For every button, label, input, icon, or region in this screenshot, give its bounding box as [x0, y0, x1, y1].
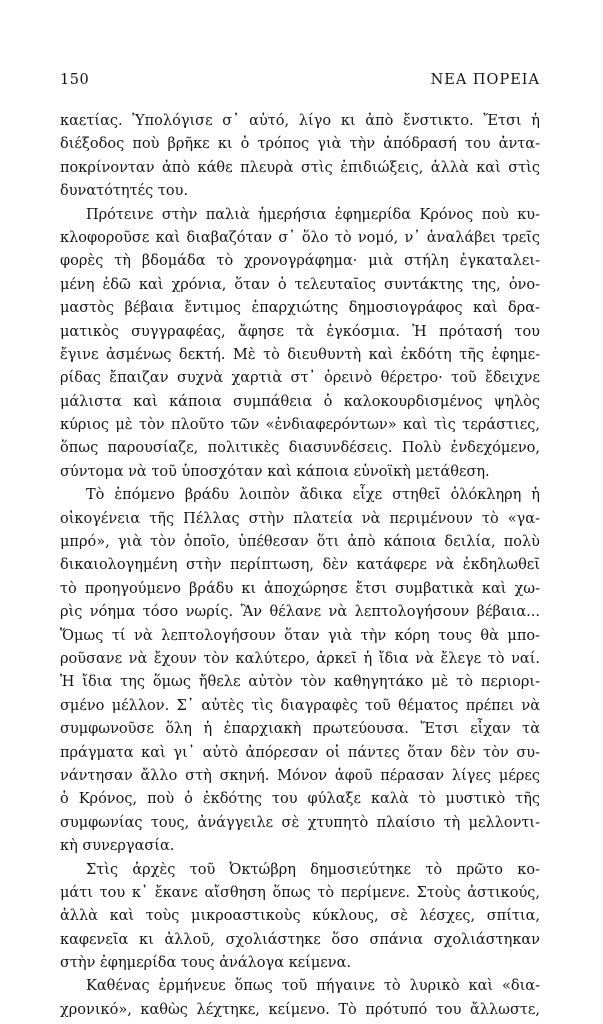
text-line: ματικὸς συγγραφέας, ἄφησε τὰ ἐγκόσμια. Ἡ πρότασή του: [60, 323, 540, 340]
page-number: 150: [60, 72, 90, 88]
text-line: συμφωνοῦσε ὅλη ἡ ἐπαρχιακὴ πρωτεύουσα. Ἔτσι εἶχαν τὰ: [60, 721, 540, 738]
text-line: Καθένας ἑρμήνευε ὅπως τοῦ πήγαινε τὸ λυρικὸ καὶ «δια-: [86, 978, 540, 995]
text-line: οἰκογένεια τῆς Πέλλας στὴν πλατεία νὰ περιμένουν τὸ «γα-: [60, 510, 540, 527]
text-line: συμφωνίας τους, ἀνάγγειλε σὲ χτυπητὸ πλαίσιο τὴ μελλοντι-: [60, 814, 540, 831]
text-line: μάλιστα καὶ κάποια συμπάθεια ὁ καλοκουρδισμένος ψηλὸς: [60, 393, 540, 410]
text-line: φορὲς τὴ βδομάδα τὸ χρονογράφημα· μιὰ στήλη ἐγκαταλει-: [60, 253, 540, 270]
text-line: μένη ἐδῶ καὶ χρόνια, ὅταν ὁ τελευταῖος συντάκτης της, ὀνο-: [60, 276, 540, 293]
text-line: Τὸ ἑπόμενο βράδυ λοιπὸν ἄδικα εἶχε στηθεῖ ὁλόκληρη ἡ: [86, 487, 540, 504]
text-line: τὸ προηγούμενο βράδυ κι ἀποχώρησε ἔτσι συμβατικὰ καὶ χω-: [60, 580, 540, 597]
text-line: διέξοδος ποὺ βρῆκε κι ὁ τρόπος γιὰ τὴν ἀπόδρασή του ἀντα-: [60, 136, 540, 153]
text-line: νάντησαν ἄλλο στὴ σκηνή. Μόνον ἀφοῦ πέρασαν λίγες μέρες: [60, 767, 540, 784]
text-line: κὴ συνεργασία.: [60, 838, 175, 855]
text-line: ρίδας ἔπαιζαν συχνὰ χαρτιὰ στ᾽ ὀρεινὸ θέρετρο· τοῦ ἔδειχνε: [60, 370, 540, 387]
text-line: καετίας. Ὑπολόγισε σ᾽ αὐτό, λίγο κι ἀπὸ ἔνστικτο. Ἔτσι ἡ: [60, 113, 540, 129]
text-line: δυνατότητές του.: [60, 183, 189, 200]
text-line: ἔγινε ἀσμένως δεκτή. Μὲ τὸ διευθυντὴ καὶ ἐκδότη τῆς ἐφημε-: [60, 346, 540, 363]
text-line: ποκρίνονταν ἀπὸ κάθε πλευρὰ στὶς ἐπιδιώξεις, ἀλλὰ καὶ στὶς: [60, 159, 540, 176]
text-line: στὴν ἐφημερίδα τους ἀνάλογα κείμενα.: [60, 955, 352, 972]
text-line: ρὶς νόημα τόσο νωρίς. Ἂν θέλανε νὰ λεπτολογήσουν βέβαια...: [60, 604, 540, 621]
running-title: ΝΕΑ ΠΟΡΕΙΑ: [430, 72, 540, 88]
text-line: σύντομα νὰ τοῦ ὑποσχόταν καὶ κάποια εὐνοϊκὴ μετάθεση.: [60, 463, 490, 480]
text-line: χρονικό», καθὼς λέχτηκε, κείμενο. Τὸ πρότυπό του ἄλλωστε,: [60, 1001, 540, 1018]
body-text: [60, 110, 540, 1022]
text-line: δικαιολογημένη στὴν περίπτωση, δὲν κατάφερε νὰ ἐκδηλωθεῖ: [60, 557, 540, 574]
text-line: καφενεῖα κι ἀλλοῦ, σχολιάστηκε ὅσο σπάνια σχολιάστηκαν: [60, 931, 540, 948]
text-line: σμένο μέλλον. Σ᾽ αὐτὲς τὶς διαγραφὲς τοῦ θέματος πρέπει νὰ: [60, 697, 540, 714]
text-line: μάτι του κ᾽ ἔκανε αἴσθηση ὅπως τὸ περίμενε. Στοὺς ἀστικούς,: [60, 884, 540, 901]
text-line: Στὶς ἀρχὲς τοῦ Ὀκτώβρη δημοσιεύτηκε τὸ πρῶτο κο-: [86, 861, 540, 878]
text-line: Ὅμως τί νὰ λεπτολογήσουν ὅταν γιὰ τὴν κόρη τους θὰ μπο-: [60, 627, 540, 644]
text-line: ὅπως παρουσίαζε, πολιτικὲς διασυνδέσεις. Πολὺ ἐνδεχόμενο,: [60, 440, 540, 457]
text-line: μπρό», γιὰ τὸν ὁποῖο, ὑπέθεσαν ὅτι ἀπὸ κάποια δειλία, πολὺ: [60, 534, 540, 551]
page-header: [60, 72, 540, 94]
text-line: ροῦσανε νὰ ἔχουν τὸν καλύτερο, ἀρκεῖ ἡ ἴδια νὰ ἔλεγε τὸ ναί.: [60, 650, 540, 667]
text-line: Πρότεινε στὴν παλιὰ ἡμερήσια ἐφημερίδα Κρόνος ποὺ κυ-: [86, 206, 540, 223]
text-line: μαστὸς βέβαια ἔντιμος ἐπαρχιώτης δημοσιογράφος καὶ δρα-: [60, 300, 540, 317]
text-line: πράγματα καὶ γι᾽ αὐτὸ ἀπόρεσαν οἱ πάντες ὅταν δὲν τὸν συ-: [60, 744, 540, 761]
text-line: Ἡ ἴδια της ὅμως ἤθελε αὐτὸν τὸν καθηγητάκο μὲ τὸ περιορι-: [60, 674, 540, 691]
text-line: ἀλλὰ καὶ τοὺς μικροαστικοὺς κύκλους, σὲ λέσχες, σπίτια,: [60, 908, 540, 925]
text-line: ὁ Κρόνος, ποὺ ὁ ἐκδότης του φύλαξε καλὰ τὸ μυστικὸ τῆς: [60, 791, 540, 808]
text-line: κύριος μὲ τὸν πλοῦτο τῶν «ἐνδιαφερόντων» καὶ τὶς τεράστιες,: [60, 417, 540, 434]
text-line: κλοφοροῦσε καὶ διαβαζόταν σ᾽ ὅλο τὸ νομό, ν᾽ ἀναλάβει τρεῖς: [60, 229, 540, 246]
